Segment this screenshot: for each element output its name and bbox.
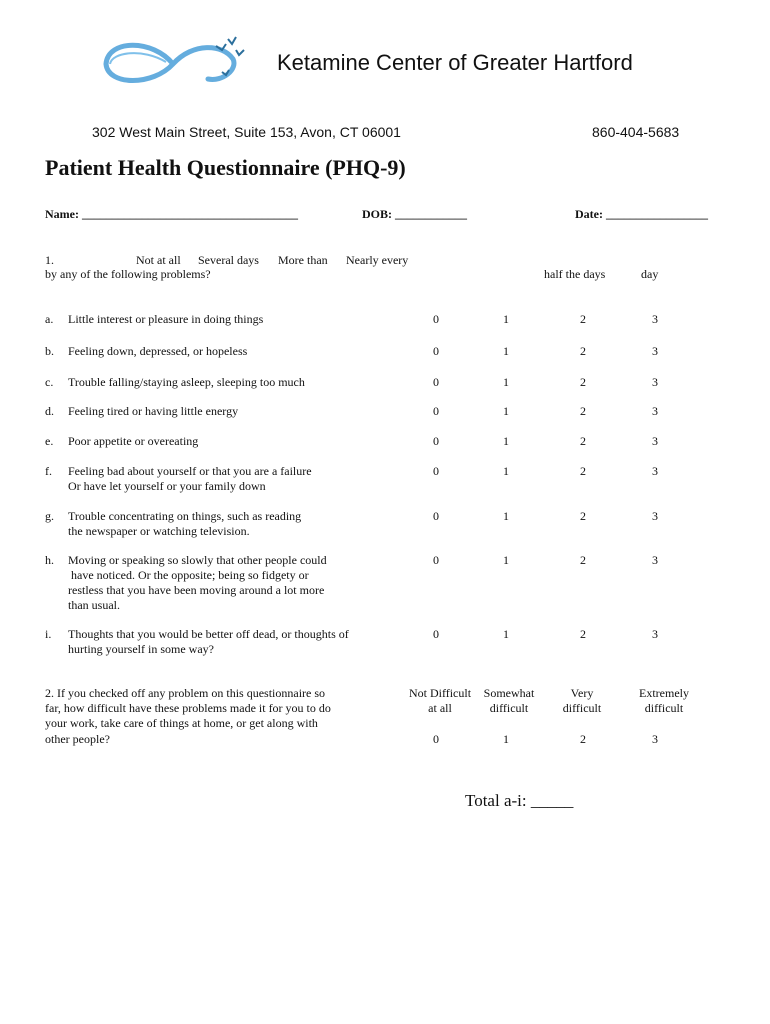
item-letter: b. [45, 344, 54, 358]
score-option[interactable]: 1 [503, 627, 509, 641]
score-option[interactable]: 2 [580, 404, 586, 418]
address: 302 West Main Street, Suite 153, Avon, CT 06001 [92, 124, 401, 140]
score-option[interactable]: 1 [503, 553, 509, 567]
score-option[interactable]: 3 [652, 434, 658, 448]
item-letter: i. [45, 627, 52, 641]
item-text: Thoughts that you would be better off dead, or thoughts of [68, 627, 349, 641]
item-text: Poor appetite or overeating [68, 434, 199, 448]
q2-score-2[interactable]: 2 [580, 732, 586, 746]
score-option[interactable]: 1 [503, 344, 509, 358]
q1-prompt: by any of the following problems? [45, 267, 211, 281]
score-option[interactable]: 0 [433, 509, 439, 523]
item-text: Feeling down, depressed, or hopeless [68, 344, 248, 358]
col-more-than: More than [278, 253, 328, 267]
score-option[interactable]: 3 [652, 404, 658, 418]
name-field[interactable]: Name: ____________________________________ [45, 207, 298, 221]
item-text: hurting yourself in some way? [68, 642, 214, 656]
q2-option-very [552, 686, 612, 716]
q2-option-line1: Somewhat [483, 686, 535, 700]
q2-line-4: other people? [45, 732, 110, 746]
score-option[interactable]: 2 [580, 553, 586, 567]
score-option[interactable]: 3 [652, 375, 658, 389]
item-text: restless that you have been moving around a lot more [68, 583, 325, 597]
item-text: Feeling tired or having little energy [68, 404, 239, 418]
item-text: have noticed. Or the opposite; being so fidgety or [68, 568, 309, 582]
q2-line-3: your work, take care of things at home, or get along with [45, 716, 318, 730]
q1-number: 1. [45, 253, 54, 267]
score-option[interactable]: 0 [433, 464, 439, 478]
infinity-birds-logo-icon [98, 34, 248, 94]
score-option[interactable]: 3 [652, 509, 658, 523]
item-text: Or have let yourself or your family down [68, 479, 266, 493]
score-option[interactable]: 3 [652, 553, 658, 567]
score-option[interactable]: 0 [433, 434, 439, 448]
col-not-at-all: Not at all [136, 253, 181, 267]
item-text: Little interest or pleasure in doing things [68, 312, 264, 326]
item-letter: g. [45, 509, 54, 523]
score-option[interactable]: 3 [652, 344, 658, 358]
item-letter: c. [45, 375, 54, 389]
col-several-days: Several days [198, 253, 259, 267]
score-option[interactable]: 2 [580, 344, 586, 358]
col-half-the-days: half the days [544, 267, 606, 281]
q2-line-2: far, how difficult have these problems made it for you to do [45, 701, 331, 715]
item-letter: a. [45, 312, 54, 326]
col-day: day [641, 267, 659, 281]
total-score[interactable]: Total a-i: _____ [465, 791, 574, 810]
item-letter: e. [45, 434, 54, 448]
item-letter: f. [45, 464, 52, 478]
item-letter: d. [45, 404, 54, 418]
score-option[interactable]: 0 [433, 627, 439, 641]
q2-score-3[interactable]: 3 [652, 732, 658, 746]
score-option[interactable]: 1 [503, 404, 509, 418]
score-option[interactable]: 1 [503, 375, 509, 389]
q2-option-line2: difficult [644, 701, 684, 715]
score-option[interactable]: 0 [433, 312, 439, 326]
item-text: the newspaper or watching television. [68, 524, 250, 538]
score-option[interactable]: 0 [433, 344, 439, 358]
score-option[interactable]: 2 [580, 434, 586, 448]
score-option[interactable]: 0 [433, 553, 439, 567]
col-nearly-every: Nearly every [346, 253, 409, 267]
score-option[interactable]: 3 [652, 627, 658, 641]
q2-option-line2: at all [428, 701, 452, 715]
org-name: Ketamine Center of Greater Hartford [277, 50, 633, 75]
score-option[interactable]: 2 [580, 312, 586, 326]
item-text: Trouble falling/staying asleep, sleeping too much [68, 375, 305, 389]
score-option[interactable]: 2 [580, 627, 586, 641]
score-option[interactable]: 0 [433, 375, 439, 389]
item-text: Trouble concentrating on things, such as reading [68, 509, 302, 523]
q2-score-1[interactable]: 1 [503, 732, 509, 746]
q2-option-line1: Extremely [639, 686, 689, 700]
item-letter: h. [45, 553, 54, 567]
page-title: Patient Health Questionnaire (PHQ-9) [45, 155, 406, 180]
q2-option-line1: Not Difficult [408, 686, 472, 700]
score-option[interactable]: 1 [503, 312, 509, 326]
score-option[interactable]: 0 [433, 404, 439, 418]
score-option[interactable]: 3 [652, 464, 658, 478]
q2-score-0[interactable]: 0 [433, 732, 439, 746]
score-option[interactable]: 1 [503, 464, 509, 478]
q2-option-somewhat [476, 686, 542, 716]
score-option[interactable]: 3 [652, 312, 658, 326]
q2-option-line2: difficult [489, 701, 529, 715]
item-text: Feeling bad about yourself or that you are a failure [68, 464, 312, 478]
phone-number: 860-404-5683 [592, 124, 680, 140]
q2-option-line2: difficult [562, 701, 602, 715]
q2-line-1: 2. If you checked off any problem on this questionnaire so [45, 686, 326, 700]
q2-option-line1: Very [570, 686, 594, 700]
date-field[interactable]: Date: _________________ [575, 207, 708, 221]
score-option[interactable]: 2 [580, 509, 586, 523]
item-text: than usual. [68, 598, 120, 612]
score-option[interactable]: 2 [580, 375, 586, 389]
item-text: Moving or speaking so slowly that other people could [68, 553, 327, 567]
score-option[interactable]: 2 [580, 464, 586, 478]
score-option[interactable]: 1 [503, 509, 509, 523]
q2-option-not-difficult [400, 686, 480, 716]
q2-option-extremely [628, 686, 700, 716]
dob-field[interactable]: DOB: ____________ [362, 207, 467, 221]
score-option[interactable]: 1 [503, 434, 509, 448]
